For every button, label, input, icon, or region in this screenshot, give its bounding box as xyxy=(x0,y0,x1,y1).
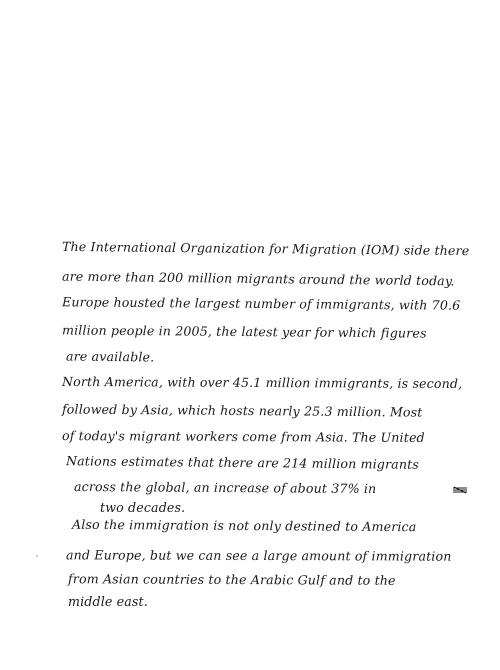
text-line: two decades. xyxy=(100,500,186,515)
text-line: The International Organization for Migration (IOM) side there xyxy=(61,238,470,259)
text-line: North America, with over 45.1 million immigrants, is second, xyxy=(61,373,463,392)
crossed-out-scribble xyxy=(452,486,468,494)
text-line: Europe housted the largest number of immigrants, with 70.6 xyxy=(61,294,461,313)
text-line: middle east. xyxy=(68,594,148,609)
text-line: Nations estimates that there are 214 million migrants xyxy=(65,453,420,472)
text-line: followed by Asia, which hosts nearly 25.3 million. Most xyxy=(61,401,423,420)
text-line: from Asian countries to the Arabic Gulf and to the xyxy=(67,571,396,588)
text-line: Also the immigration is not only destined to America xyxy=(71,516,417,535)
paper-speck xyxy=(36,555,38,557)
text-line: and Europe, but we can see a large amount of immigration xyxy=(65,547,452,564)
text-line: across the global, an increase of about 37% in xyxy=(73,478,377,497)
text-line: of today's migrant workers come from Asia. The United xyxy=(61,428,425,445)
text-line: million people in 2005, the latest year for which figures xyxy=(61,322,427,341)
text-line: are more than 200 million migrants around the world today. xyxy=(61,268,455,289)
text-line: are available. xyxy=(65,348,155,365)
